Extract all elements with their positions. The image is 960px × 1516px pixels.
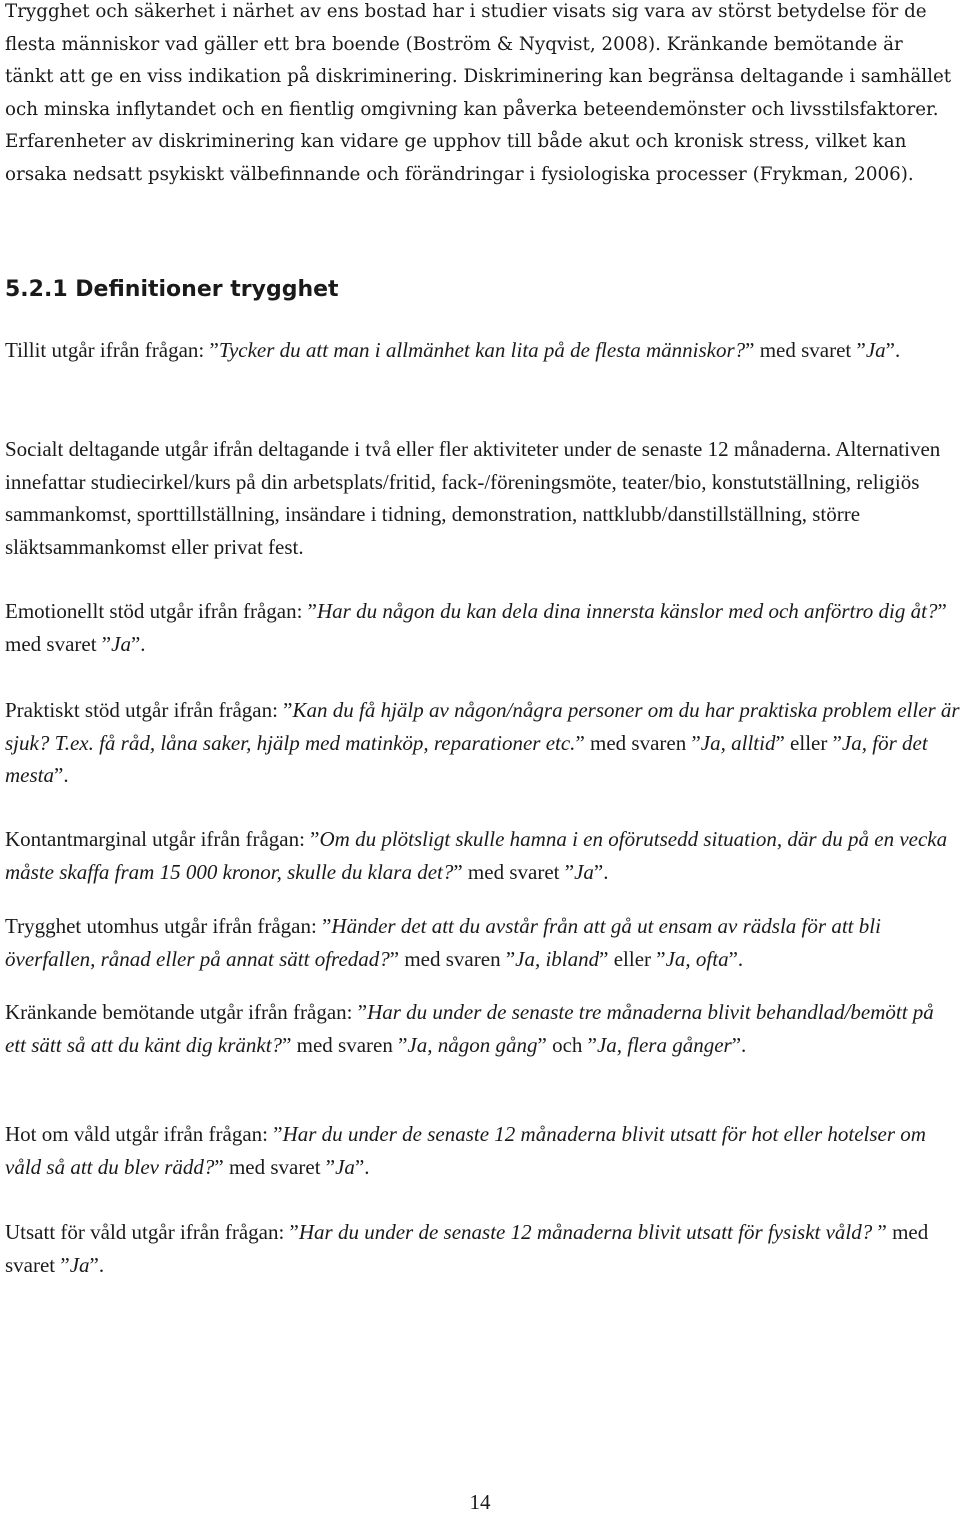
survey-answer: Ja, någon gång [407, 1032, 538, 1057]
definition-middle: ” med svaret ” [5, 1220, 929, 1277]
definition-utsatt-for-vald [5, 1216, 960, 1281]
survey-question: Har du under de senaste 12 månaderna blivit utsatt för fysiskt våld? [298, 1220, 873, 1244]
definition-suffix: ”. [89, 1252, 105, 1277]
definition-middle: ” med svaret ” [5, 599, 947, 656]
survey-answer: Ja [111, 631, 131, 656]
survey-question: Har du under de senaste 12 månaderna blivit utsatt för hot eller hotelser om våld så att du blev rädd? [5, 1122, 926, 1179]
survey-answer: Ja [574, 859, 594, 884]
definition-joiner: ” eller ” [599, 946, 666, 971]
survey-question: Har du under de senaste tre månaderna blivit behandlad/bemött på ett sätt så att du känt dig kränkt? [5, 1000, 934, 1057]
survey-question: Om du plötsligt skulle hamna i en oförutsedd situation, där du på en vecka måste skaffa fram 15 000 kronor, skulle du klara det? [5, 827, 948, 884]
definition-middle: ” med svaren ” [282, 1032, 408, 1057]
definition-kontantmarginal [5, 823, 960, 888]
survey-answer: Ja [865, 338, 886, 362]
definition-joiner: ” och ” [537, 1032, 597, 1057]
survey-question: Tycker du att man i allmänhet kan lita på de flesta människor? [218, 338, 746, 362]
definition-emotionellt-stod [5, 595, 960, 660]
survey-answer: Ja, ofta [665, 946, 729, 971]
definition-middle: ” med svaret ” [745, 338, 866, 362]
definition-trygghet-utomhus [5, 910, 960, 975]
definition-middle: ” med svaret ” [214, 1154, 336, 1179]
survey-answer: Ja [69, 1252, 90, 1277]
definition-suffix: ”. [885, 338, 901, 362]
definition-tillit [5, 334, 960, 367]
section-heading: 5.2.1 Definitioner trygghet [5, 277, 339, 302]
definition-middle: ” med svaren ” [389, 946, 516, 971]
definition-middle: ” med svaren ” [575, 730, 701, 755]
definition-suffix: ”. [731, 1032, 747, 1057]
definition-joiner: ” eller ” [775, 730, 842, 755]
definition-prefix: Kontantmarginal utgår ifrån frågan: ” [5, 827, 320, 851]
page-number: 14 [469, 1490, 491, 1514]
definition-prefix: Tillit utgår ifrån frågan: ” [5, 338, 219, 362]
survey-answer: Ja, för det mesta [5, 730, 928, 787]
survey-question: Kan du få hjälp av någon/några personer om du har praktiska problem eller är sjuk? T.ex. få råd, låna saker, hjälp med matinköp, reparationer etc. [5, 698, 960, 755]
definition-krankande-bemotande [5, 996, 960, 1061]
survey-question: Har du någon du kan dela dina innersta känslor med och anförtro dig åt? [317, 599, 938, 623]
survey-question: Händer det att du avstår från att gå ut ensam av rädsla för att bli överfallen, rånad eller på annat sätt ofredad? [5, 914, 881, 971]
survey-answer: Ja, alltid [700, 730, 776, 755]
definition-hot-om-vald [5, 1118, 960, 1183]
definition-socialt-deltagande: Socialt deltagande utgår ifrån deltagande i två eller fler aktiviteter under de senaste 12 månaderna. Alternativen innefattar studiecirkel/kurs på din arbetsplats/fritid, fack-/föreningsmöte, teater/bio, konstutställning, religiös sammankomst, sporttillställning, insändare i tidning, demonstration, nattklubb/danstillställning, större släktsammankomst eller privat fest. [5, 437, 941, 559]
definition-suffix: ”. [593, 859, 609, 884]
definition-suffix: ”. [130, 631, 146, 656]
definition-prefix: Utsatt för våld utgår ifrån frågan: ” [5, 1220, 299, 1244]
definition-middle: ” med svaret ” [453, 859, 575, 884]
definition-prefix: Praktiskt stöd utgår ifrån frågan: ” [5, 698, 293, 722]
definition-suffix: ”. [54, 763, 69, 787]
definition-prefix: Kränkande bemötande utgår ifrån frågan: ” [5, 1000, 368, 1024]
definition-prefix: Hot om våld utgår ifrån frågan: ” [5, 1122, 283, 1146]
definition-prefix: Emotionellt stöd utgår ifrån frågan: ” [5, 599, 317, 623]
survey-answer: Ja [335, 1154, 355, 1179]
survey-answer: Ja, ibland [515, 946, 600, 971]
definition-praktiskt-stod [5, 694, 960, 792]
intro-paragraph: Trygghet och säkerhet i närhet av ens bostad har i studier visats sig vara av störst betydelse för de flesta människor vad gäller ett bra boende (Boström & Nyqvist, 2008). Kränkande bemötande är tänkt att ge en viss indikation på diskriminering. Diskriminering kan begränsa deltagande i samhället och minska inflytandet och en fientlig omgivning kan påverka beteendemönster och livsstilsfaktorer. Erfarenheter av diskriminering kan vidare ge upphov till både akut och kronisk stress, vilket kan orsaka nedsatt psykiskt välbefinnande och förändringar i fysiologiska processer (Frykman, 2006). [5, 1, 952, 185]
survey-answer: Ja, flera gånger [596, 1032, 732, 1057]
definition-suffix: ”. [354, 1154, 370, 1179]
definition-suffix: ”. [728, 946, 744, 971]
definition-prefix: Trygghet utomhus utgår ifrån frågan: ” [5, 914, 332, 938]
